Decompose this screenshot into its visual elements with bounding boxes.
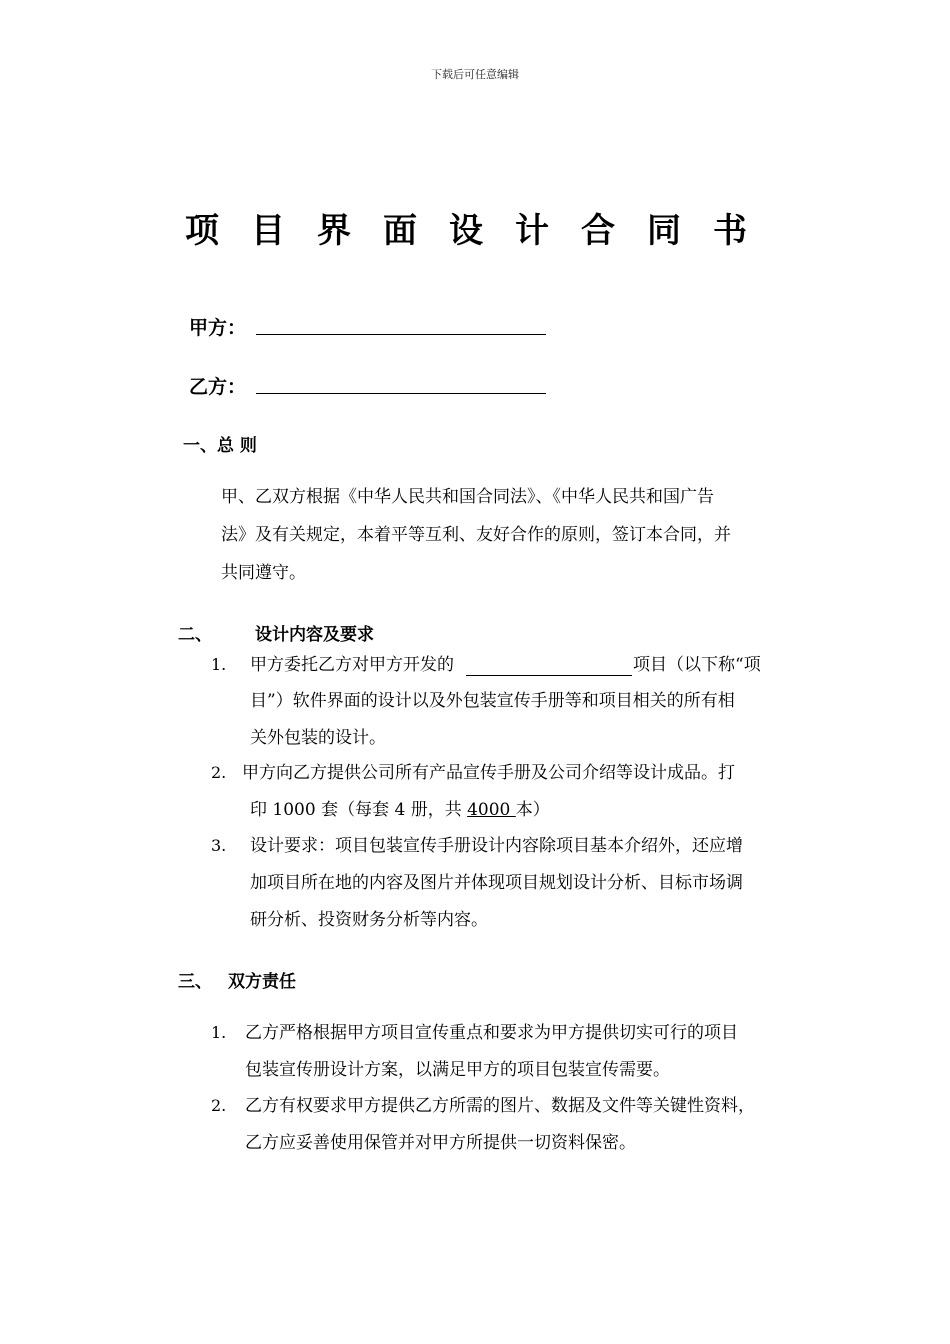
section-2-item-3-number: 3. [211, 836, 227, 855]
section-3-heading-number: 三、 [178, 972, 212, 992]
section-2-heading-number: 二、 [178, 625, 212, 645]
section-2-item-2-number: 2. [211, 763, 227, 782]
section-2-item-1-number: 1. [211, 655, 227, 674]
section-2-item-1-line-3: 关外包装的设计。 [250, 728, 386, 748]
section-3-item-1-number: 1. [211, 1023, 227, 1042]
section-2-item-2-line-1: 甲方向乙方提供公司所有产品宣传手册及公司介绍等设计成品。打 [242, 763, 735, 783]
section-1-line-3: 共同遵守。 [221, 563, 306, 583]
section-1-line-2: 法》及有关规定，本着平等互利、友好合作的原则，签订本合同，并 [221, 525, 731, 545]
section-3-item-1-line-2: 包装宣传册设计方案，以满足甲方的项目包装宣传需要。 [245, 1060, 670, 1080]
section-3-item-1-line-1: 乙方严格根据甲方项目宣传重点和要求为甲方提供切实可行的项目 [245, 1023, 738, 1043]
section-1-heading: 一、总 则 [183, 436, 257, 456]
header-note: 下载后可任意编辑 [431, 68, 519, 81]
section-2-item-1-text-post: 项目（以下称“项 [633, 655, 761, 675]
section-2-item-3-line-3: 研分析、投资财务分析等内容。 [250, 910, 488, 930]
party-a-label: 甲方： [189, 317, 247, 339]
print-quantity-suffix: 本） [515, 800, 550, 820]
section-3-heading-text: 双方责任 [228, 972, 296, 992]
section-2-item-3-line-1: 设计要求：项目包装宣传手册设计内容除项目基本介绍外，还应增 [250, 836, 743, 856]
section-3-item-2-line-1: 乙方有权要求甲方提供乙方所需的图片、数据及文件等关键性资料， [245, 1096, 755, 1116]
project-name-blank-line [466, 675, 632, 676]
document-title: 项目界面设计合同书 [185, 211, 779, 251]
section-3-item-2-line-2: 乙方应妥善使用保管并对甲方所提供一切资料保密。 [245, 1133, 636, 1153]
party-b-label: 乙方： [189, 376, 247, 398]
party-b-blank-line [256, 393, 546, 394]
section-2-item-1-line-2: 目”）软件界面的设计以及外包装宣传手册等和项目相关的所有相 [250, 691, 735, 711]
section-2-item-1-text-pre: 甲方委托乙方对甲方开发的 [250, 655, 454, 675]
print-quantity-text: 印 1000 套（每套 4 册，共 [250, 800, 468, 820]
section-2-item-3-line-2: 加项目所在地的内容及图片并体现项目规划设计分析、目标市场调 [250, 873, 743, 893]
section-2-item-2-line-2 [250, 792, 550, 828]
section-1-line-1: 甲、乙双方根据《中华人民共和国合同法》、《中华人民共和国广告 [221, 487, 714, 507]
party-a-blank-line [256, 334, 546, 335]
total-books-count: 4000 [467, 800, 516, 820]
section-2-heading-text: 设计内容及要求 [255, 625, 374, 645]
section-3-item-2-number: 2. [211, 1096, 227, 1115]
